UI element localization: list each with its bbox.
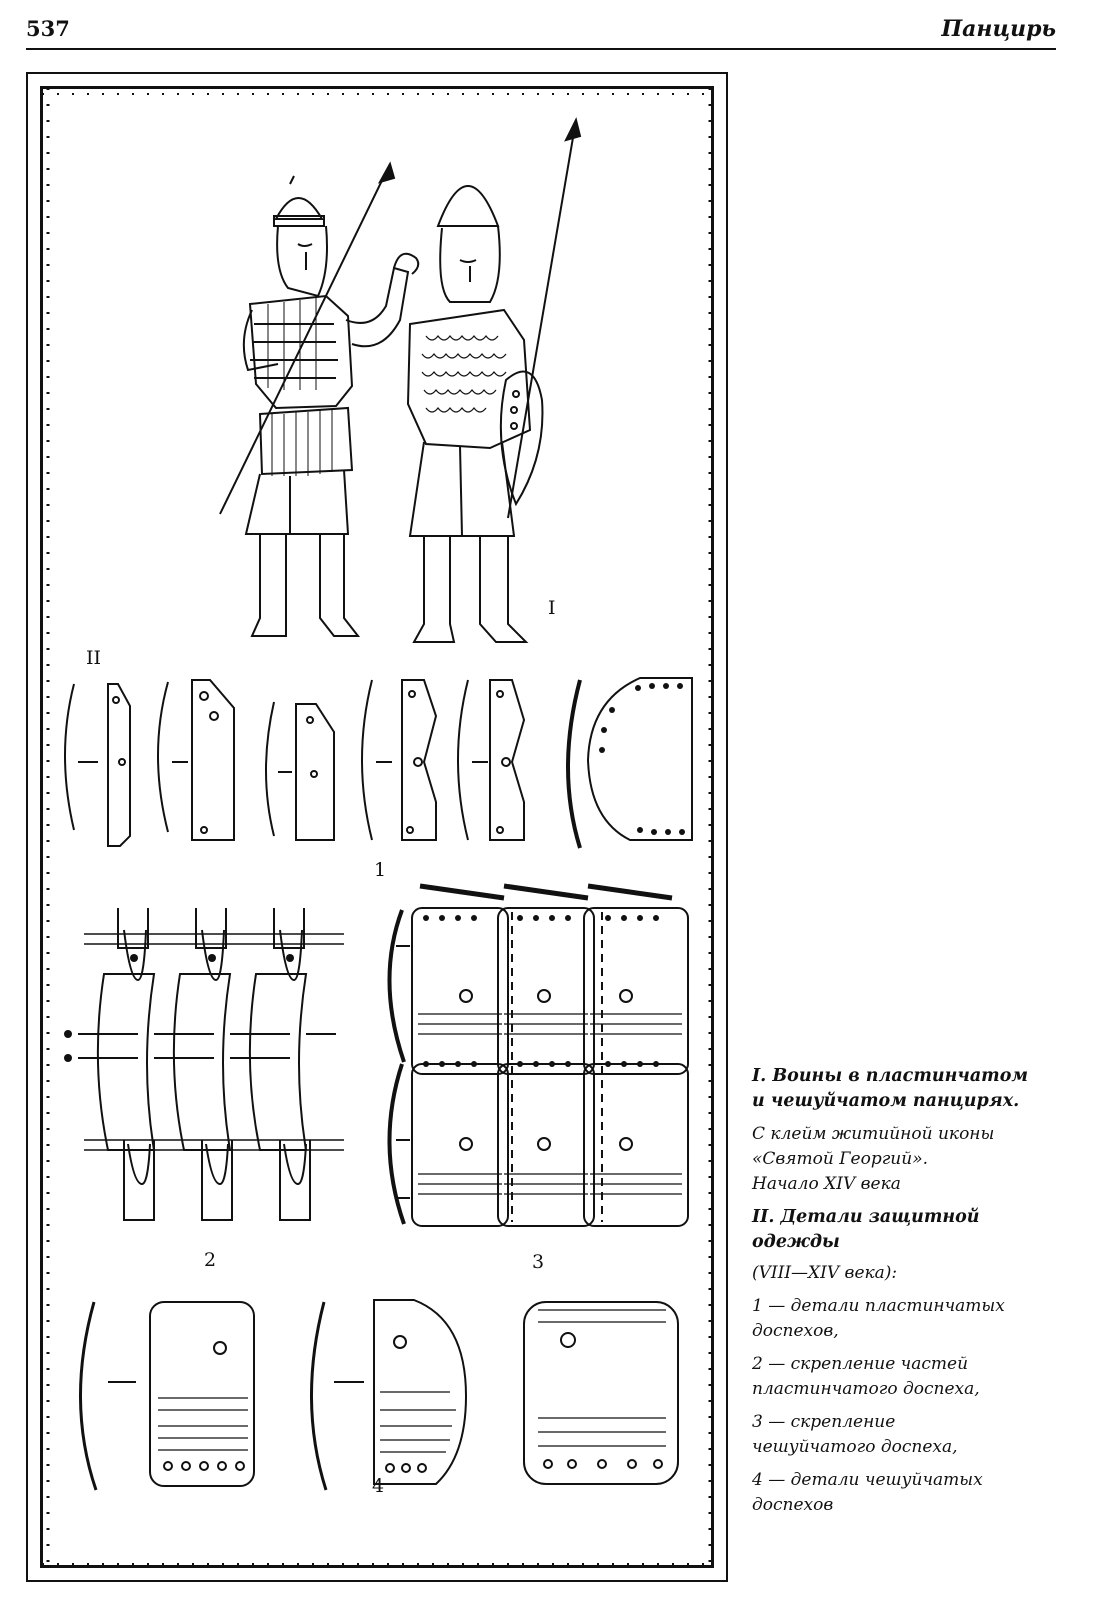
lamellar-binding-drawing (64, 908, 344, 1220)
caption-period: (VIII—XIV века): (752, 1263, 898, 1283)
warrior-left-figure (220, 164, 418, 636)
running-title: Панцирь (941, 16, 1056, 42)
caption-source-line2: «Святой Георгий». (752, 1149, 928, 1169)
caption-item1-line2: доспехов, (752, 1321, 839, 1341)
caption-item4-line1: 4 — детали чешуйчатых (752, 1470, 983, 1490)
caption-part1-title-line2: и чешуйчатом панцирях. (752, 1091, 1020, 1111)
label-3: 3 (532, 1251, 545, 1273)
illustration-drawing (28, 74, 730, 1584)
label-4: 4 (372, 1475, 385, 1497)
caption-item3-line1: 3 — скрепление (752, 1412, 896, 1432)
caption-item2-line1: 2 — скрепление частей (752, 1354, 969, 1374)
caption-source-line1: С клейм житийной иконы (752, 1124, 995, 1144)
warrior-right-figure (408, 120, 580, 642)
page-number: 537 (26, 16, 70, 41)
label-II: II (86, 647, 102, 669)
caption-item4-line2: доспехов (752, 1495, 834, 1515)
label-I: I (548, 597, 556, 619)
caption-part1-title-line1: I. Воины в пластинчатом (752, 1066, 1029, 1086)
caption-item3-line2: чешуйчатого доспеха, (752, 1437, 958, 1457)
scale-plates-row (80, 1300, 678, 1490)
caption-item2-line2: пластинчатого доспеха, (752, 1379, 980, 1399)
figure-caption (752, 1064, 1072, 1518)
label-1: 1 (374, 859, 387, 881)
illustration-plate (26, 72, 728, 1582)
caption-item1-line1: 1 — детали пластинчатых (752, 1296, 1005, 1316)
caption-part2-title-line2: одежды (752, 1232, 840, 1252)
label-2: 2 (204, 1249, 217, 1271)
caption-source-line3: Начало XIV века (752, 1174, 901, 1194)
scale-binding-drawing (389, 886, 688, 1226)
page-header (26, 14, 1056, 50)
lamellar-plates-row (65, 678, 692, 848)
caption-part2-title-line1: II. Детали защитной (752, 1207, 980, 1227)
